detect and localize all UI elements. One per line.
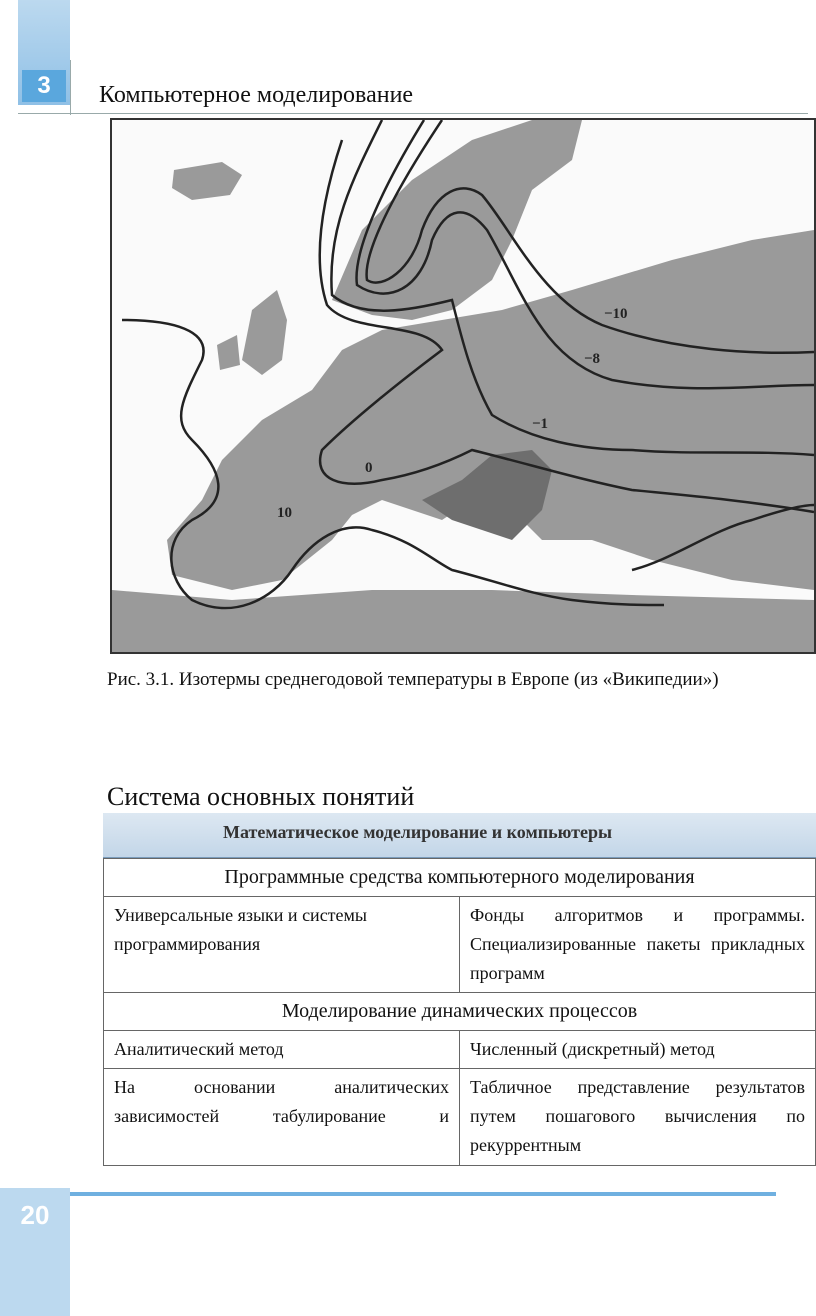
- table-row: [104, 1031, 816, 1069]
- running-header-title: Компьютерное моделирование: [99, 82, 414, 108]
- header-divider: [70, 60, 71, 115]
- africa-shape: [112, 590, 814, 652]
- table-cell-algorithm-funds: Фонды алгоритмов и программы. Специализированные пакеты прикладных программ: [460, 897, 816, 993]
- concept-banner-label: Математическое моделирование и компьютеры: [223, 822, 613, 842]
- isotherm-label-0: 0: [365, 460, 373, 476]
- table-cell-numeric-desc: Табличное представление результатов путем пошагового вычисления по рекуррентным: [460, 1069, 816, 1166]
- header-rule: [18, 113, 808, 114]
- concept-banner: [103, 813, 816, 859]
- isotherm-label-minus1: −1: [532, 416, 549, 432]
- section-title: Система основных понятий: [107, 782, 415, 811]
- europe-isotherm-map: [110, 118, 816, 654]
- table-row: [104, 1069, 816, 1166]
- isotherm-label-10: 10: [277, 505, 292, 521]
- table-cell-analytic-method: Аналитический метод: [104, 1031, 460, 1069]
- table-cell-languages: Универсальные языки и системы программирования: [104, 897, 460, 993]
- footer-rule: [70, 1192, 776, 1196]
- british-isles-shape: [217, 290, 287, 375]
- table-row: [104, 897, 816, 993]
- concepts-table: [103, 858, 816, 1166]
- table-cell-software-tools: Программные средства компьютерного моделирования: [104, 859, 816, 897]
- table-cell-numeric-method: Численный (дискретный) метод: [460, 1031, 816, 1069]
- table-cell-dynamic-modeling: Моделирование динамических процессов: [104, 993, 816, 1031]
- isotherm-label-minus8: −8: [584, 351, 601, 367]
- map-figure: [112, 120, 814, 652]
- iceland-shape: [172, 162, 242, 200]
- table-row: [104, 859, 816, 897]
- chapter-number: 3: [22, 70, 66, 102]
- table-cell-analytic-desc: На основании аналитических зависимостей табулирование и: [104, 1069, 460, 1166]
- table-row: [104, 993, 816, 1031]
- figure-caption: Рис. 3.1. Изотермы среднегодовой температуры в Европе (из «Википедии»): [107, 669, 719, 690]
- page-number: 20: [20, 1200, 50, 1230]
- isotherm-label-minus10: −10: [604, 306, 628, 322]
